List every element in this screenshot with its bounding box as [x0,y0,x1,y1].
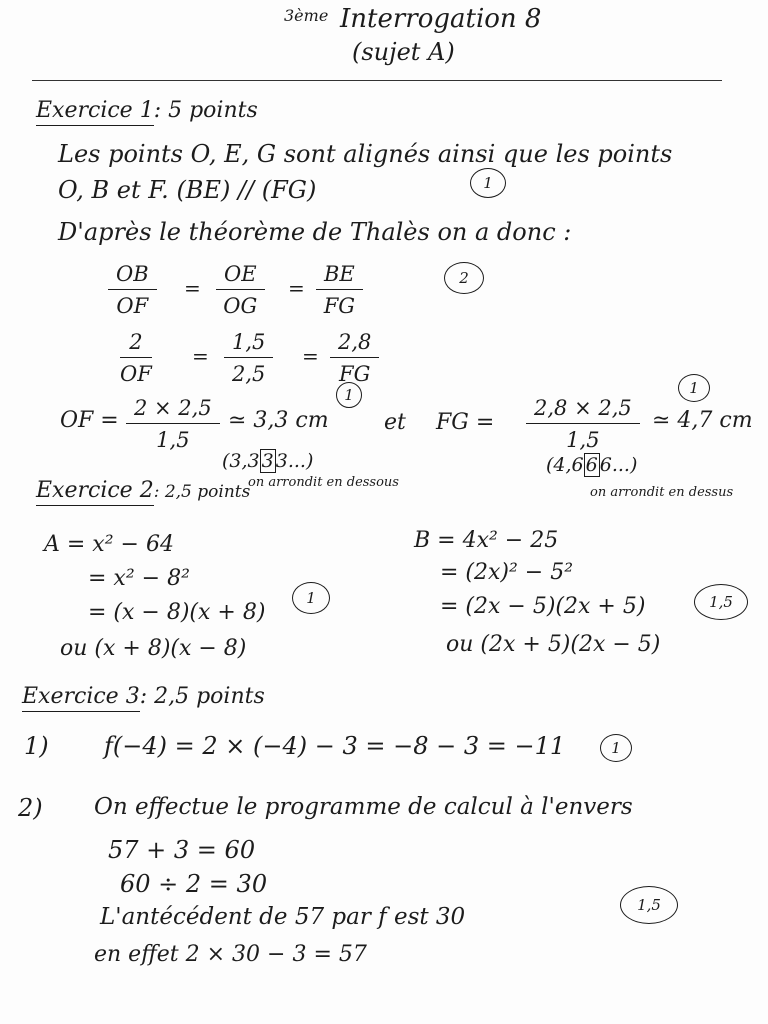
equals-sign: = [302,344,319,368]
of-fraction [126,398,220,451]
b-line-3: = (2x − 5)(2x + 5) [440,594,646,619]
ex1-points: : 5 points [153,98,258,123]
ex3-title: Exercice 3 [22,684,140,712]
fg-digits-end: 6...) [599,454,638,476]
of-rounding-note: on arrondit en dessous [248,475,399,490]
b-line-2: = (2x)² − 5² [440,560,574,585]
ex1-line3: D'après le théorème de Thalès on a donc : [58,218,572,246]
ex2-heading [36,480,250,502]
fg-rounding-note: on arrondit en dessus [590,485,734,500]
ex1-heading [36,100,258,122]
a-line-1: A = x² − 64 [44,532,174,557]
numerator: 2,8 [330,332,379,358]
ex1-line1: Les points O, E, G sont alignés ainsi que les points [58,140,673,168]
header-divider [32,80,722,81]
test-title: Interrogation 8 [340,4,542,34]
denominator: FG [323,294,356,318]
equals-sign: = [184,276,201,300]
ex3-heading [22,686,265,708]
ratio-28-fg [330,332,379,385]
a-line-2: = x² − 8² [88,566,190,591]
equals-sign: = [192,344,209,368]
score-mark-q1: 1 [600,734,632,762]
numerator: OE [216,264,265,290]
q1-number: 1) [24,732,49,760]
et-word: et [384,410,406,435]
q1-answer: f(−4) = 2 × (−4) − 3 = −8 − 3 = −11 [104,732,566,760]
numerator: 2,8 × 2,5 [526,398,640,424]
b-line-4: ou (2x + 5)(2x − 5) [446,632,661,657]
score-mark-a: 1 [292,582,330,614]
q2-number: 2) [18,794,43,822]
fg-digits: (4,6 [546,454,584,476]
b-line-1: B = 4x² − 25 [414,528,559,553]
of-result: ≃ 3,3 cm [228,408,329,433]
numerator: 1,5 [224,332,273,358]
q2-intro: On effectue le programme de calcul à l'envers [94,794,633,820]
numerator: BE [316,264,363,290]
numerator: 2 [120,332,152,358]
denominator: 2,5 [232,362,266,386]
denominator: 1,5 [566,428,600,452]
denominator: 1,5 [156,428,190,452]
ex1-title: Exercice 1 [36,98,154,126]
ex2-title: Exercice 2 [36,478,154,506]
a-line-4: ou (x + 8)(x − 8) [60,636,247,661]
score-mark-q2: 1,5 [620,886,678,924]
q2-line-4: en effet 2 × 30 − 3 = 57 [94,942,367,967]
fg-boxed-digit: 6 [585,454,598,476]
denominator: OF [120,362,152,386]
score-mark-1: 1 [470,168,506,198]
q2-line-3: L'antécédent de 57 par f est 30 [100,904,466,930]
denominator: OG [223,294,258,318]
denominator: OF [116,294,149,318]
ratio-ob-of [108,264,157,317]
ex2-points: : 2,5 points [153,482,251,502]
q2-line-1: 57 + 3 = 60 [108,836,256,864]
of-digits-end: 3...) [275,450,314,472]
numerator: 2 × 2,5 [126,398,220,424]
a-line-3: = (x − 8)(x + 8) [88,600,266,625]
test-subject: (sujet A) [352,38,455,66]
ratio-15-25 [224,332,273,385]
score-mark-2: 2 [444,262,484,294]
fg-fraction [526,398,640,451]
of-rounding [222,452,313,471]
score-mark-4: 1 [678,374,710,402]
fg-result: ≃ 4,7 cm [652,408,753,433]
numerator: OB [108,264,157,290]
denominator: FG [339,362,371,386]
ratio-be-fg [316,264,363,317]
ex3-points: : 2,5 points [139,684,265,709]
of-boxed-digit: 3 [261,450,274,472]
ratio-oe-og [216,264,265,317]
class-label: 3ème [284,6,329,25]
score-mark-b: 1,5 [694,584,748,620]
score-mark-3: 1 [336,382,362,408]
ratio-2-of [120,332,152,385]
q2-line-2: 60 ÷ 2 = 30 [120,870,268,898]
of-lhs: OF = [60,408,119,433]
fg-rounding [546,456,637,475]
of-digits: (3,3 [222,450,260,472]
ex1-line2: O, B et F. (BE) // (FG) [58,176,317,204]
fg-lhs: FG = [436,410,495,435]
equals-sign: = [288,276,305,300]
